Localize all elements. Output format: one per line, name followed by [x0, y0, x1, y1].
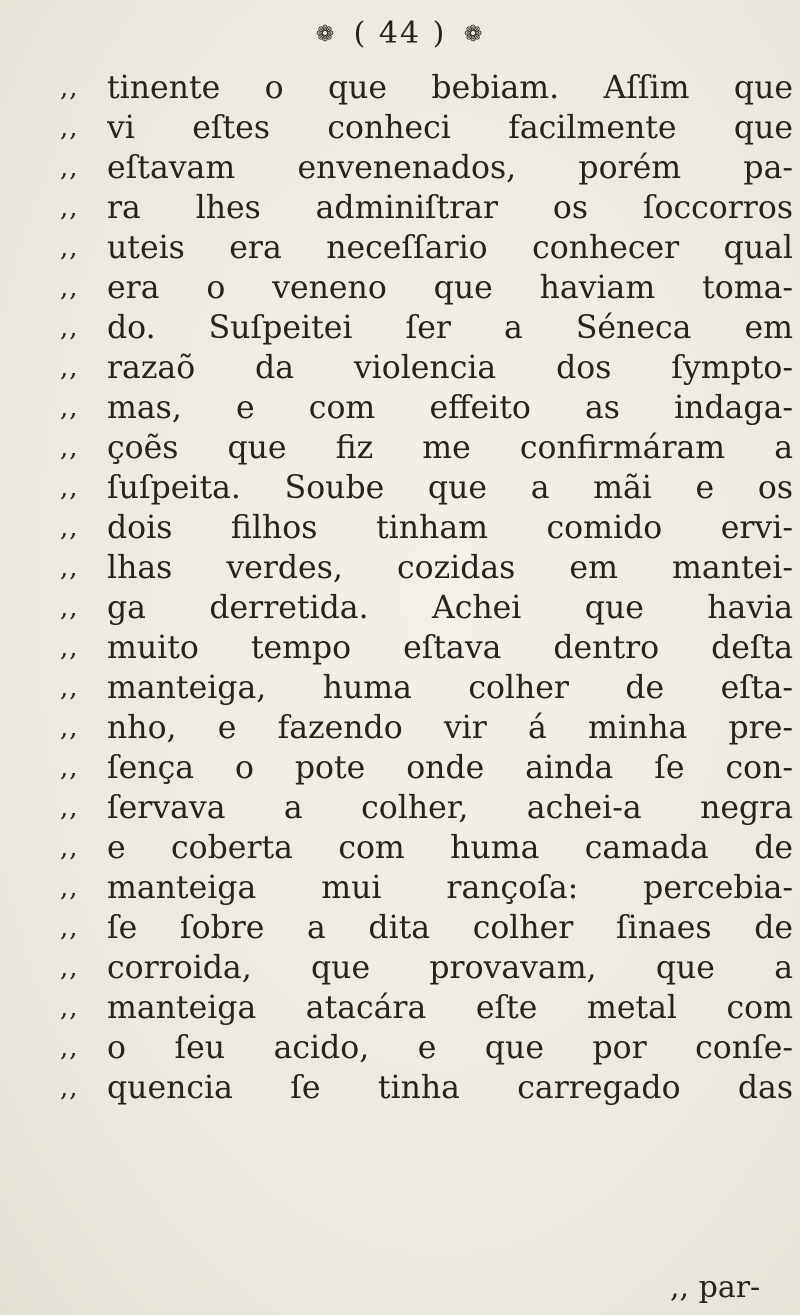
quote-mark: ,,: [60, 1073, 79, 1103]
text-line: [0, 588, 800, 628]
line-text: ſervava a colher, achei-a negra: [107, 790, 793, 826]
quote-mark: ,,: [60, 673, 79, 703]
text-line: [0, 68, 800, 108]
text-line: [0, 508, 800, 548]
line-text: manteiga, huma colher de eſta-: [107, 670, 793, 706]
line-text: dois filhos tinham comido ervi-: [107, 510, 793, 546]
quote-mark: ,,: [60, 73, 79, 103]
line-text: ra lhes adminiſtrar os ſoccorros: [107, 190, 793, 226]
quote-mark: ,,: [60, 313, 79, 343]
line-text: çoẽs que fiz me confirmáram a: [107, 430, 793, 466]
text-body: [0, 68, 800, 1108]
line-text: manteiga atacára eſte metal com: [107, 990, 793, 1026]
line-text: e coberta com huma camada de: [107, 830, 793, 866]
quote-mark: ,,: [60, 393, 79, 423]
quote-mark: ,,: [60, 993, 79, 1023]
quote-mark: ,,: [60, 713, 79, 743]
quote-mark: ,,: [60, 433, 79, 463]
line-text: lhas verdes, cozidas em mantei-: [107, 550, 793, 586]
text-line: [0, 108, 800, 148]
quote-mark: ,,: [60, 473, 79, 503]
text-line: [0, 228, 800, 268]
quote-mark: ,,: [60, 153, 79, 183]
line-text: eſtavam envenenados, porém pa-: [107, 150, 793, 186]
quote-mark: ,,: [60, 913, 79, 943]
text-line: [0, 308, 800, 348]
line-text: do. Suſpeitei ſer a Séneca em: [107, 310, 793, 346]
text-line: [0, 188, 800, 228]
quote-mark: ,,: [60, 513, 79, 543]
line-text: vi eſtes conheci facilmente que: [107, 110, 793, 146]
text-line: [0, 388, 800, 428]
line-text: manteiga mui rançoſa: percebia-: [107, 870, 793, 906]
text-line: [0, 828, 800, 868]
text-line: [0, 868, 800, 908]
line-text: ſença o pote onde ainda ſe con-: [107, 750, 793, 786]
line-text: uteis era neceſſario conhecer qual: [107, 230, 793, 266]
line-text: muito tempo eſtava dentro deſta: [107, 630, 793, 666]
right-ornament-icon: ❁: [463, 22, 485, 47]
text-line: [0, 1028, 800, 1068]
quote-mark: ,,: [60, 873, 79, 903]
catchword: ,, par-: [670, 1270, 761, 1305]
text-line: [0, 268, 800, 308]
left-ornament-icon: ❁: [315, 22, 337, 47]
text-line: [0, 948, 800, 988]
quote-mark: ,,: [60, 553, 79, 583]
page-header: [0, 14, 800, 55]
text-line: [0, 548, 800, 588]
line-text: ſe ſobre a dita colher ſinaes de: [107, 910, 793, 946]
line-text: ga derretida. Achei que havia: [107, 590, 793, 626]
text-line: [0, 668, 800, 708]
quote-mark: ,,: [60, 113, 79, 143]
text-line: [0, 788, 800, 828]
text-line: [0, 468, 800, 508]
text-line: [0, 748, 800, 788]
line-text: tinente o que bebiam. Aſſim que: [107, 70, 793, 106]
text-line: [0, 428, 800, 468]
text-line: [0, 708, 800, 748]
quote-mark: ,,: [60, 273, 79, 303]
line-text: corroida, que provavam, que a: [107, 950, 793, 986]
line-text: nho, e fazendo vir á minha pre-: [107, 710, 793, 746]
quote-mark: ,,: [60, 833, 79, 863]
text-line: [0, 628, 800, 668]
quote-mark: ,,: [60, 593, 79, 623]
text-line: [0, 1068, 800, 1108]
text-line: [0, 148, 800, 188]
quote-mark: ,,: [60, 1033, 79, 1063]
text-line: [0, 908, 800, 948]
quote-mark: ,,: [60, 753, 79, 783]
quote-mark: ,,: [60, 633, 79, 663]
line-text: razaõ da violencia dos ſympto-: [107, 350, 793, 386]
text-line: [0, 348, 800, 388]
quote-mark: ,,: [60, 353, 79, 383]
line-text: mas, e com effeito as indaga-: [107, 390, 793, 426]
quote-mark: ,,: [60, 233, 79, 263]
quote-mark: ,,: [60, 193, 79, 223]
line-text: era o veneno que haviam toma-: [107, 270, 793, 306]
line-text: quencia ſe tinha carregado das: [107, 1070, 793, 1106]
text-line: [0, 988, 800, 1028]
page-number: ( 44 ): [353, 16, 447, 51]
quote-mark: ,,: [60, 953, 79, 983]
line-text: o ſeu acido, e que por conſe-: [107, 1030, 793, 1066]
line-text: ſuſpeita. Soube que a mãi e os: [107, 470, 793, 506]
quote-mark: ,,: [60, 793, 79, 823]
